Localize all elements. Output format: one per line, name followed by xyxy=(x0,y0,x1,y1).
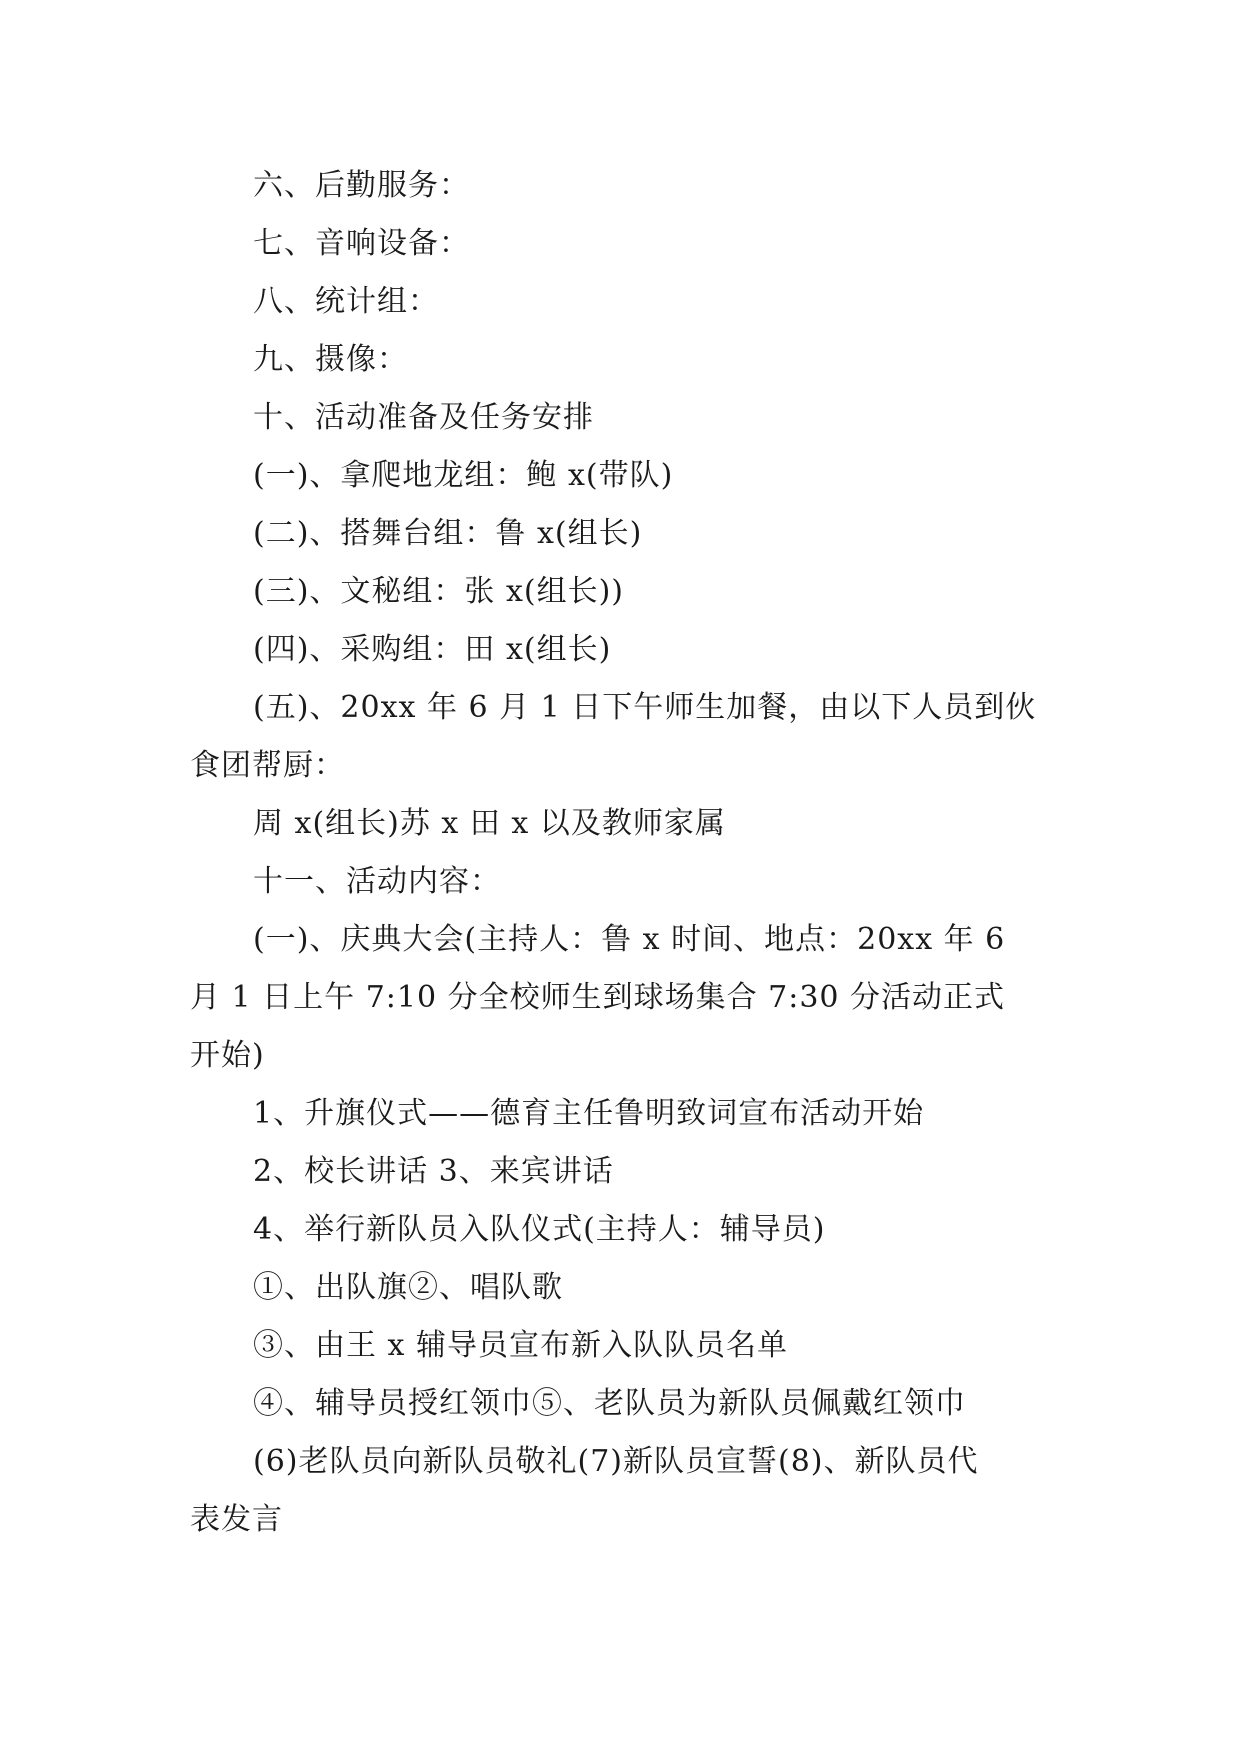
induction-step-1: ①、出队旗②、唱队歌 xyxy=(253,1270,563,1305)
program-item-4: 4、举行新队员入队仪式(主持人：辅导员) xyxy=(253,1212,826,1247)
section-heading-activities: 十一、活动内容： xyxy=(253,864,501,899)
task-item-5-line-2: 食团帮厨： xyxy=(190,748,345,783)
task-item-2: (二)、搭舞台组：鲁 x(组长) xyxy=(253,516,643,551)
document-body xyxy=(190,157,1060,1549)
section-heading-logistics: 六、后勤服务： xyxy=(253,168,470,203)
ceremony-line-2: 月 1 日上午 7:10 分全校师生到球场集合 7:30 分活动正式 xyxy=(190,980,1006,1015)
induction-step-4: ④、辅导员授红领巾⑤、老队员为新队员佩戴红领巾 xyxy=(253,1386,966,1421)
program-item-2: 2、校长讲话 3、来宾讲话 xyxy=(253,1154,614,1189)
task-item-5-line-1: (五)、20xx 年 6 月 1 日下午师生加餐，由以下人员到伙 xyxy=(253,690,1037,725)
task-item-1: (一)、拿爬地龙组：鲍 x(带队) xyxy=(253,458,674,493)
ceremony-line-1: (一)、庆典大会(主持人：鲁 x 时间、地点：20xx 年 6 xyxy=(253,922,1006,957)
induction-step-6-line-2: 表发言 xyxy=(190,1502,283,1537)
task-item-3: (三)、文秘组：张 x(组长)) xyxy=(253,574,624,609)
section-heading-statistics: 八、统计组： xyxy=(253,284,439,319)
ceremony-line-3: 开始) xyxy=(190,1038,265,1073)
induction-step-6-line-1: (6)老队员向新队员敬礼(7)新队员宣誓(8)、新队员代 xyxy=(253,1444,979,1479)
helper-list: 周 x(组长)苏 x 田 x 以及教师家属 xyxy=(253,806,726,841)
section-heading-audio: 七、音响设备： xyxy=(253,226,470,261)
section-heading-video: 九、摄像： xyxy=(253,342,408,377)
section-heading-preparation: 十、活动准备及任务安排 xyxy=(253,400,594,435)
induction-step-3: ③、由王 x 辅导员宣布新入队队员名单 xyxy=(253,1328,788,1363)
task-item-4: (四)、采购组：田 x(组长) xyxy=(253,632,612,667)
program-item-1: 1、升旗仪式——德育主任鲁明致词宣布活动开始 xyxy=(253,1096,925,1131)
